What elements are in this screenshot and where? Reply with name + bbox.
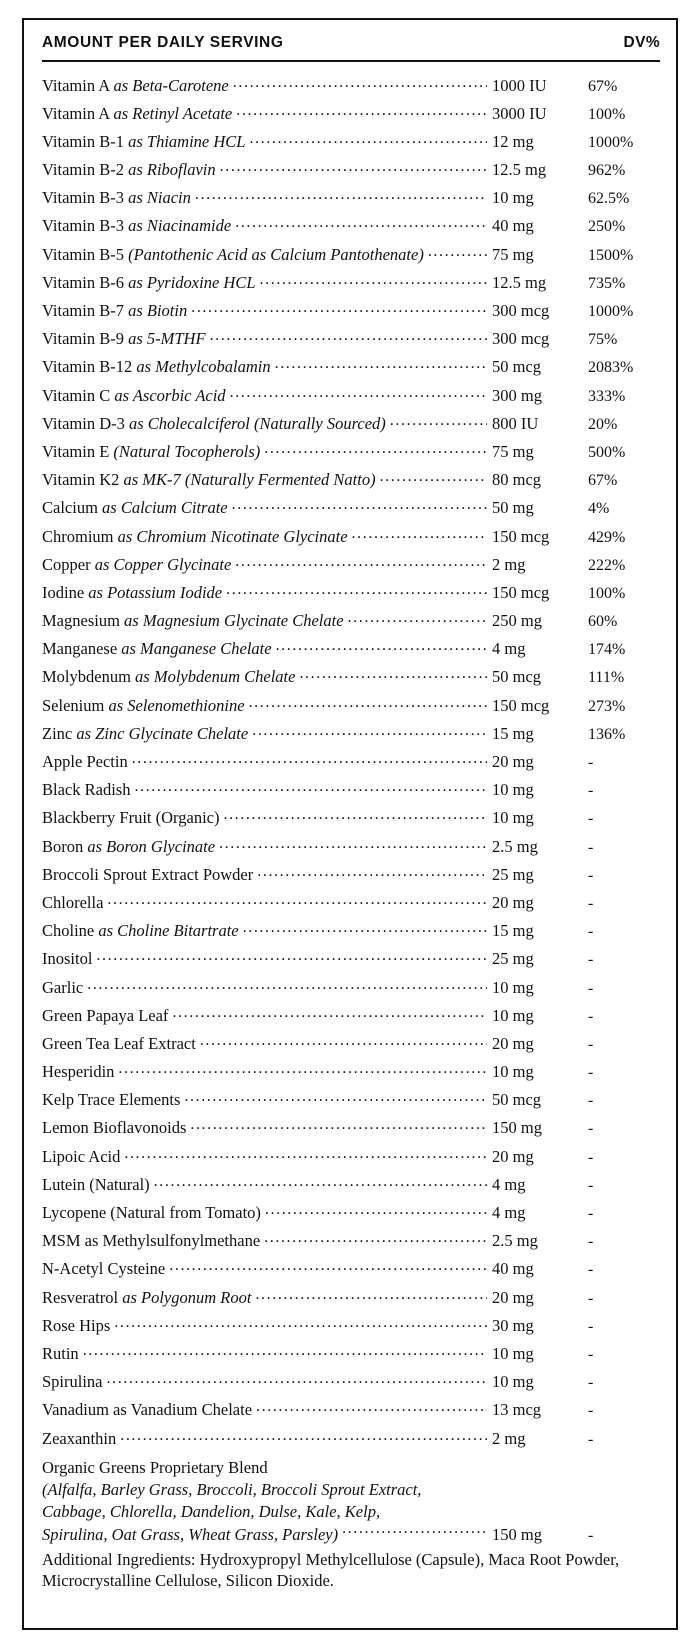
- leader-dots: [87, 976, 487, 993]
- ingredient-name: Lycopene (Natural from Tomato): [42, 1203, 261, 1222]
- ingredient-dv: -: [588, 1007, 594, 1025]
- ingredient-name: Zinc as Zinc Glycinate Chelate: [42, 723, 249, 743]
- leader-dots: [83, 1342, 487, 1359]
- ingredient-amount: 2 mg: [492, 1428, 526, 1448]
- blend-line-1: (Alfalfa, Barley Grass, Broccoli, Broccoli Sprout Extract,: [42, 1480, 422, 1500]
- ingredient-name: N-Acetyl Cysteine: [42, 1259, 166, 1279]
- table-row: [42, 835, 660, 863]
- ingredient-name: Kelp Trace Elements: [42, 1090, 181, 1110]
- ingredient-dv: 136%: [588, 725, 626, 743]
- ingredient-amount: 15 mg: [492, 921, 534, 941]
- table-row: [42, 1286, 660, 1314]
- leader-dots: [235, 215, 487, 232]
- leader-dots: [256, 1399, 487, 1416]
- ingredient-dv: -: [588, 979, 594, 997]
- table-row: [42, 300, 660, 328]
- ingredient-amount: 2 mg: [492, 554, 526, 574]
- table-row: [42, 553, 660, 581]
- ingredient-amount: 12 mg: [492, 131, 534, 151]
- leader-dots: [348, 610, 487, 627]
- leader-dots: [190, 1117, 487, 1134]
- ingredient-rows: [42, 74, 660, 1455]
- table-row: [42, 271, 660, 299]
- table-row: [42, 130, 660, 158]
- leader-dots: [114, 1314, 487, 1331]
- ingredient-dv: -: [588, 1148, 594, 1166]
- ingredient-qualifier: (Pantothenic Acid as Calcium Pantothenate): [128, 244, 424, 264]
- leader-dots: [252, 722, 487, 739]
- ingredient-amount: 4 mg: [492, 1174, 526, 1194]
- leader-dots: [154, 1173, 487, 1190]
- ingredient-amount: 300 mg: [492, 385, 542, 405]
- ingredient-dv: 67%: [588, 472, 618, 490]
- ingredient-dv: 1000%: [588, 303, 634, 320]
- ingredient-name: Magnesium as Magnesium Glycinate Chelate: [42, 611, 344, 631]
- ingredient-name: Calcium as Calcium Citrate: [42, 498, 228, 518]
- ingredient-name: Resveratrol as Polygonum Root: [42, 1287, 252, 1307]
- leader-dots: [249, 130, 487, 147]
- ingredient-dv: 333%: [588, 387, 626, 405]
- ingredient-name: Vitamin A as Beta-Carotene: [42, 75, 229, 95]
- ingredient-dv: 500%: [588, 443, 626, 461]
- ingredient-name: Vitamin D-3 as Cholecalciferol (Naturally Sourced): [42, 413, 386, 433]
- ingredient-dv: -: [588, 894, 594, 912]
- ingredient-name: Molybdenum as Molybdenum Chelate: [42, 667, 296, 687]
- ingredient-dv: -: [588, 1345, 594, 1363]
- blend-dv: -: [588, 1526, 594, 1544]
- table-row: [42, 1342, 660, 1370]
- leader-dots: [232, 497, 487, 514]
- ingredient-name: Chromium as Chromium Nicotinate Glycinate: [42, 526, 348, 546]
- ingredient-dv: 174%: [588, 641, 626, 659]
- ingredient-qualifier: (Natural Tocopherols): [113, 441, 261, 461]
- ingredient-name: Spirulina: [42, 1372, 103, 1392]
- ingredient-amount: 80 mcg: [492, 470, 542, 490]
- ingredient-name: Vitamin B-3 as Niacinamide: [42, 216, 232, 236]
- ingredient-dv: -: [588, 1233, 594, 1251]
- ingredient-name: Green Tea Leaf Extract: [42, 1033, 196, 1053]
- ingredient-amount: 10 mg: [492, 977, 534, 997]
- ingredient-name: Rose Hips: [42, 1315, 111, 1335]
- leader-dots: [428, 243, 487, 260]
- leader-dots: [120, 1427, 487, 1444]
- leader-dots: [107, 891, 487, 908]
- ingredient-qualifier: as Copper Glycinate: [94, 554, 232, 574]
- table-row: [42, 581, 660, 609]
- table-row: [42, 807, 660, 835]
- ingredient-dv: -: [588, 1092, 594, 1110]
- ingredient-name: Selenium as Selenomethionine: [42, 695, 245, 715]
- leader-dots: [260, 271, 487, 288]
- ingredient-dv: 429%: [588, 528, 626, 546]
- ingredient-qualifier: as Riboflavin: [128, 160, 216, 180]
- ingredient-amount: 25 mg: [492, 864, 534, 884]
- table-row: [42, 1230, 660, 1258]
- leader-dots: [219, 835, 487, 852]
- ingredient-dv: -: [588, 866, 594, 884]
- ingredient-amount: 150 mg: [492, 1118, 542, 1138]
- table-row: [42, 525, 660, 553]
- table-row: [42, 1004, 660, 1032]
- leader-dots: [275, 356, 487, 373]
- ingredient-dv: -: [588, 1317, 594, 1335]
- leader-dots: [210, 328, 487, 345]
- ingredient-dv: -: [588, 1035, 594, 1053]
- leader-dots: [223, 807, 487, 824]
- ingredient-dv: 2083%: [588, 359, 634, 377]
- ingredient-qualifier: as Niacinamide: [128, 216, 232, 236]
- leader-dots: [249, 694, 487, 711]
- leader-dots: [230, 384, 487, 401]
- ingredient-amount: 40 mg: [492, 216, 534, 236]
- ingredient-name: Inositol: [42, 949, 93, 969]
- ingredient-amount: 50 mcg: [492, 357, 542, 377]
- leader-dots: [299, 666, 487, 683]
- leader-dots: [264, 1230, 487, 1247]
- ingredient-dv: -: [588, 1120, 594, 1138]
- ingredient-qualifier: as Pyridoxine HCL: [128, 272, 256, 292]
- additional-ingredients: Additional Ingredients: Hydroxypropyl Methylcellulose (Capsule), Maca Root Powder, Microcrystalline Cellulose, Silicon Dioxide.: [42, 1549, 620, 1591]
- ingredient-amount: 40 mg: [492, 1259, 534, 1279]
- table-row: [42, 694, 660, 722]
- table-row: [42, 948, 660, 976]
- table-row: [42, 215, 660, 243]
- ingredient-name: Vitamin B-1 as Thiamine HCL: [42, 131, 246, 151]
- ingredient-name: Copper as Copper Glycinate: [42, 554, 232, 574]
- ingredient-name: Lutein (Natural): [42, 1174, 150, 1194]
- ingredient-dv: 75%: [588, 331, 618, 349]
- table-row: [42, 1371, 660, 1399]
- ingredient-name: Rutin: [42, 1343, 79, 1363]
- ingredient-amount: 30 mg: [492, 1315, 534, 1335]
- ingredient-name: Vitamin B-2 as Riboflavin: [42, 160, 216, 180]
- table-row: [42, 751, 660, 779]
- ingredient-name: Vitamin A as Retinyl Acetate: [42, 103, 233, 123]
- leader-dots: [264, 440, 487, 457]
- ingredient-name: Vitamin E (Natural Tocopherols): [42, 441, 261, 461]
- ingredient-amount: 20 mg: [492, 1033, 534, 1053]
- ingredient-dv: -: [588, 754, 594, 771]
- leader-dots: [265, 1202, 487, 1219]
- table-row: [42, 1145, 660, 1173]
- table-row: [42, 1117, 660, 1145]
- ingredient-amount: 20 mg: [492, 1287, 534, 1307]
- leader-dots: [191, 300, 487, 317]
- ingredient-qualifier: as Molybdenum Chelate: [135, 667, 296, 687]
- ingredient-name: Vitamin C as Ascorbic Acid: [42, 385, 226, 405]
- ingredient-name: Zeaxanthin: [42, 1428, 117, 1448]
- ingredient-amount: 3000 IU: [492, 103, 547, 123]
- ingredient-amount: 250 mg: [492, 611, 542, 631]
- leader-dots: [342, 1523, 487, 1540]
- ingredient-name: Hesperidin: [42, 1062, 115, 1082]
- ingredient-dv: -: [588, 810, 594, 828]
- ingredient-name: Vitamin B-3 as Niacin: [42, 188, 191, 208]
- ingredient-name: Broccoli Sprout Extract Powder: [42, 864, 254, 884]
- ingredient-amount: 1000 IU: [492, 75, 547, 95]
- ingredient-qualifier: as Beta-Carotene: [113, 75, 229, 95]
- leader-dots: [172, 1004, 487, 1021]
- ingredient-name: Boron as Boron Glycinate: [42, 836, 216, 856]
- ingredient-qualifier: as Potassium Iodide: [88, 582, 223, 602]
- ingredient-amount: 150 mcg: [492, 695, 550, 715]
- ingredient-qualifier: as Choline Bitartrate: [98, 921, 239, 941]
- ingredient-amount: 20 mg: [492, 1146, 534, 1166]
- ingredient-dv: -: [588, 1402, 594, 1420]
- ingredient-dv: 222%: [588, 556, 626, 574]
- ingredient-amount: 10 mg: [492, 1005, 534, 1025]
- ingredient-dv: -: [588, 1205, 594, 1222]
- ingredient-dv: 1000%: [588, 133, 634, 151]
- ingredient-dv: 100%: [588, 105, 626, 123]
- leader-dots: [243, 920, 487, 937]
- ingredient-amount: 25 mg: [492, 949, 534, 969]
- ingredient-dv: 67%: [588, 77, 618, 95]
- leader-dots: [107, 1371, 488, 1388]
- leader-dots: [124, 1145, 487, 1162]
- leader-dots: [195, 187, 487, 204]
- ingredient-amount: 13 mcg: [492, 1400, 542, 1420]
- ingredient-dv: 1500%: [588, 246, 634, 264]
- ingredient-amount: 10 mg: [492, 1343, 534, 1363]
- leader-dots: [236, 102, 487, 119]
- ingredient-dv: -: [588, 1064, 594, 1082]
- ingredient-amount: 2.5 mg: [492, 1231, 538, 1251]
- header-amount-per-daily-serving: AMOUNT PER DAILY SERVING: [42, 34, 284, 51]
- table-row: [42, 1258, 660, 1286]
- ingredient-name: Manganese as Manganese Chelate: [42, 639, 272, 659]
- ingredient-dv: 962%: [588, 162, 626, 180]
- ingredient-qualifier: as Niacin: [128, 188, 191, 208]
- table-row: [42, 976, 660, 1004]
- table-row: [42, 666, 660, 694]
- ingredient-amount: 50 mcg: [492, 667, 542, 687]
- ingredient-dv: 62.5%: [588, 190, 630, 208]
- ingredient-amount: 150 mcg: [492, 582, 550, 602]
- ingredient-name: Black Radish: [42, 780, 131, 800]
- ingredient-qualifier: as Polygonum Root: [122, 1287, 252, 1307]
- leader-dots: [257, 863, 487, 880]
- ingredient-name: Vitamin B-12 as Methylcobalamin: [42, 357, 271, 377]
- ingredient-dv: -: [588, 1289, 594, 1307]
- table-row: [42, 891, 660, 919]
- ingredient-amount: 150 mcg: [492, 526, 550, 546]
- table-row: [42, 74, 660, 102]
- table-row: [42, 1427, 660, 1455]
- ingredient-amount: 75 mg: [492, 244, 534, 264]
- table-row: [42, 412, 660, 440]
- ingredient-qualifier: as Selenomethionine: [108, 695, 245, 715]
- ingredient-qualifier: as Boron Glycinate: [87, 836, 216, 856]
- leader-dots: [134, 779, 487, 796]
- ingredient-amount: 20 mg: [492, 752, 534, 771]
- table-row: [42, 920, 660, 948]
- table-row: [42, 638, 660, 666]
- ingredient-dv: -: [588, 1374, 594, 1392]
- leader-dots: [220, 159, 487, 176]
- ingredient-name: Vitamin B-6 as Pyridoxine HCL: [42, 272, 256, 292]
- ingredient-qualifier: as Manganese Chelate: [121, 639, 272, 659]
- ingredient-name: Green Papaya Leaf: [42, 1005, 169, 1025]
- table-row: [42, 1314, 660, 1342]
- table-row: [42, 384, 660, 412]
- table-row: [42, 1173, 660, 1201]
- leader-dots: [255, 1286, 487, 1303]
- leader-dots: [233, 74, 487, 91]
- table-row: [42, 102, 660, 130]
- ingredient-qualifier: as MK-7 (Naturally Fermented Natto): [123, 470, 376, 490]
- ingredient-dv: 273%: [588, 697, 626, 715]
- ingredient-name: Vitamin K2 as MK-7 (Naturally Fermented Natto): [42, 470, 376, 490]
- ingredient-name: Blackberry Fruit (Organic): [42, 808, 220, 828]
- table-row: [42, 497, 660, 525]
- blend-line-3-row: [42, 1523, 660, 1546]
- ingredient-name: MSM as Methylsulfonylmethane: [42, 1231, 261, 1251]
- ingredient-name: Vitamin B-7 as Biotin: [42, 301, 188, 320]
- ingredient-name: Chlorella: [42, 892, 104, 912]
- ingredient-dv: 111%: [588, 669, 625, 687]
- ingredient-name: Choline as Choline Bitartrate: [42, 921, 239, 941]
- ingredient-dv: -: [588, 1261, 594, 1279]
- table-row: [42, 722, 660, 750]
- ingredient-name: Lemon Bioflavonoids: [42, 1118, 187, 1138]
- leader-dots: [390, 412, 487, 429]
- ingredient-amount: 10 mg: [492, 1372, 534, 1392]
- ingredient-amount: 75 mg: [492, 441, 534, 461]
- ingredient-qualifier: as Thiamine HCL: [128, 131, 246, 151]
- leader-dots: [276, 638, 487, 655]
- ingredient-qualifier: as Methylcobalamin: [136, 357, 271, 377]
- table-row: [42, 469, 660, 497]
- ingredient-dv: -: [588, 1430, 594, 1448]
- ingredient-amount: 4 mg: [492, 639, 526, 659]
- table-row: [42, 1399, 660, 1427]
- leader-dots: [132, 751, 487, 768]
- ingredient-name: Vitamin B-5 (Pantothenic Acid as Calcium Pantothenate): [42, 244, 424, 264]
- ingredient-name: Iodine as Potassium Iodide: [42, 582, 223, 602]
- ingredient-name: Apple Pectin: [42, 752, 128, 771]
- ingredient-name: Vitamin B-9 as 5-MTHF: [42, 329, 206, 349]
- blend-line-3: Spirulina, Oat Grass, Wheat Grass, Parsley): [42, 1524, 339, 1544]
- ingredient-qualifier: as Biotin: [128, 301, 188, 320]
- table-row: [42, 610, 660, 638]
- proprietary-blend: [42, 1457, 660, 1546]
- ingredient-qualifier: as Magnesium Glycinate Chelate: [124, 611, 344, 631]
- leader-dots: [96, 948, 487, 965]
- ingredient-dv: 4%: [588, 500, 610, 518]
- leader-dots: [226, 581, 487, 598]
- table-row: [42, 440, 660, 468]
- table-header: [42, 34, 660, 62]
- ingredient-dv: 20%: [588, 415, 618, 433]
- blend-line-2: Cabbage, Chlorella, Dandelion, Dulse, Kale, Kelp,: [42, 1502, 381, 1522]
- table-row: [42, 1032, 660, 1060]
- ingredient-dv: 250%: [588, 218, 626, 236]
- table-row: [42, 356, 660, 384]
- ingredient-amount: 4 mg: [492, 1203, 526, 1222]
- ingredient-dv: 60%: [588, 613, 618, 631]
- ingredient-qualifier: as Cholecalciferol (Naturally Sourced): [129, 413, 386, 433]
- ingredient-name: Garlic: [42, 977, 84, 997]
- ingredient-amount: 2.5 mg: [492, 836, 538, 856]
- ingredient-amount: 50 mcg: [492, 1090, 542, 1110]
- table-row: [42, 328, 660, 356]
- ingredient-qualifier: as Ascorbic Acid: [114, 385, 226, 405]
- table-row: [42, 1061, 660, 1089]
- ingredient-amount: 12.5 mg: [492, 272, 547, 292]
- ingredient-dv: -: [588, 951, 594, 969]
- ingredient-amount: 10 mg: [492, 1062, 534, 1082]
- leader-dots: [235, 553, 487, 570]
- ingredient-qualifier: as Calcium Citrate: [102, 498, 228, 518]
- table-row: [42, 779, 660, 807]
- leader-dots: [184, 1089, 487, 1106]
- ingredient-dv: 100%: [588, 584, 626, 602]
- table-row: [42, 243, 660, 271]
- ingredient-qualifier: as Retinyl Acetate: [113, 103, 233, 123]
- ingredient-dv: -: [588, 838, 594, 856]
- ingredient-dv: -: [588, 1176, 594, 1194]
- ingredient-amount: 300 mcg: [492, 329, 550, 349]
- table-row: [42, 159, 660, 187]
- table-row: [42, 187, 660, 215]
- leader-dots: [118, 1061, 487, 1078]
- leader-dots: [169, 1258, 487, 1275]
- ingredient-name: Lipoic Acid: [42, 1146, 121, 1166]
- leader-dots: [380, 469, 487, 486]
- blend-title: Organic Greens Proprietary Blend: [42, 1458, 268, 1478]
- table-row: [42, 1202, 660, 1230]
- supplement-facts-panel: [22, 18, 678, 1630]
- ingredient-dv: -: [588, 923, 594, 941]
- leader-dots: [352, 525, 487, 542]
- ingredient-amount: 12.5 mg: [492, 160, 547, 180]
- blend-amount: 150 mg: [492, 1524, 542, 1544]
- ingredient-amount: 800 IU: [492, 413, 539, 433]
- ingredient-amount: 10 mg: [492, 780, 534, 800]
- table-row: [42, 1089, 660, 1117]
- ingredient-amount: 15 mg: [492, 723, 534, 743]
- ingredient-qualifier: as Chromium Nicotinate Glycinate: [117, 526, 348, 546]
- ingredient-dv: -: [588, 782, 594, 800]
- header-dv-percent: DV%: [623, 34, 660, 51]
- ingredient-amount: 10 mg: [492, 188, 534, 208]
- ingredient-qualifier: as Zinc Glycinate Chelate: [76, 723, 249, 743]
- ingredient-name: Vanadium as Vanadium Chelate: [42, 1400, 253, 1420]
- ingredient-amount: 50 mg: [492, 498, 534, 518]
- ingredient-qualifier: as 5-MTHF: [128, 329, 206, 349]
- ingredient-amount: 20 mg: [492, 892, 534, 912]
- table-row: [42, 863, 660, 891]
- ingredient-amount: 300 mcg: [492, 301, 550, 320]
- ingredient-dv: 735%: [588, 274, 626, 292]
- leader-dots: [200, 1032, 487, 1049]
- ingredient-amount: 10 mg: [492, 808, 534, 828]
